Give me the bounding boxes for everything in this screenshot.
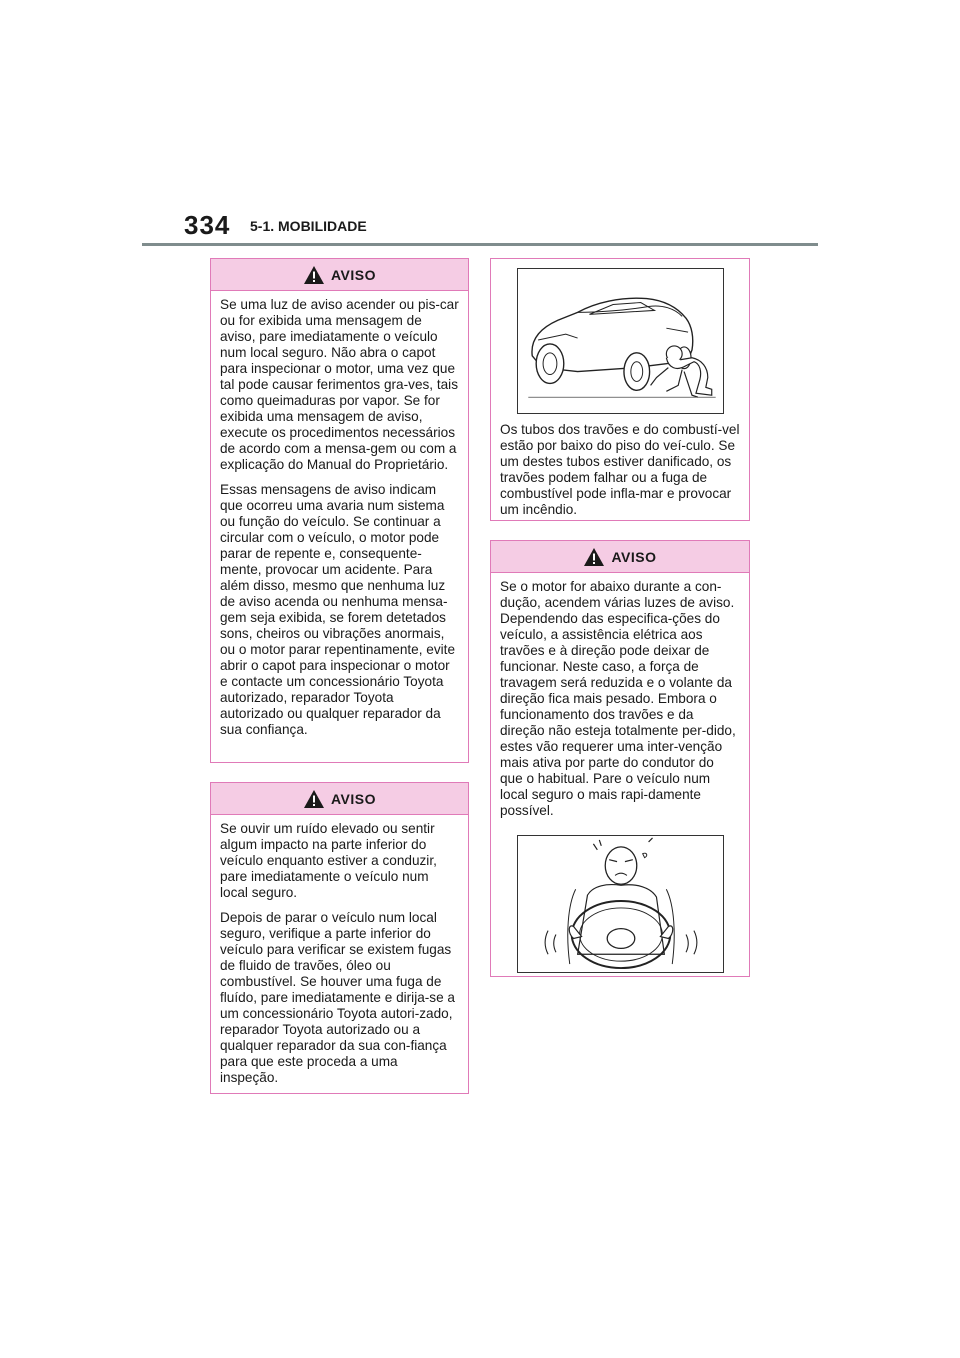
warning-box-dashboard-lights — [210, 258, 469, 763]
section-title: 5-1. MOBILIDADE — [250, 218, 367, 234]
warning-box-header — [211, 259, 468, 291]
warning-box-header — [491, 541, 749, 573]
car-inspection-image — [518, 269, 723, 413]
warning-box-brake-fuel-lines — [490, 258, 750, 521]
warning-box-header — [211, 783, 468, 815]
warning-paragraph: Essas mensagens de aviso indicam que ocorreu uma avaria num sistema ou função do veículo. Se continuar a circular com o veículo, o motor pode parar de repente e, consequente-mente, provocar um acidente. Para além disso, mesmo que nenhuma luz de aviso acenda ou nenhuma mensa-gem seja exibida, se forem detetados sons, cheiros ou vibrações anormais, ou o motor parar repentinamente, evite abrir o capot para inspecionar o motor e contacte um concessionário Toyota autorizado, reparador Toyota autorizado ou qualquer reparador da sua confiança. — [220, 482, 456, 737]
page-number: 334 — [184, 210, 231, 240]
warning-paragraph: Os tubos dos travões e do combustí-vel estão por baixo do piso do veí-culo. Se um destes tubos estiver danificado, os travões podem falhar ou a fuga de combustível pode infla-mar e provocar um incêndio. — [500, 422, 740, 517]
warning-paragraph: Se ouvir um ruído elevado ou sentir algum impacto na parte inferior do veículo enquanto estiver a conduzir, pare imediatamente o veículo num local seguro. — [220, 821, 437, 900]
header-rule — [142, 243, 818, 246]
warning-triangle-icon — [303, 789, 325, 809]
warning-triangle-icon — [303, 265, 325, 285]
car-underbody-inspection-illustration — [517, 268, 724, 414]
warning-paragraph: Se uma luz de aviso acender ou pis-car ou for exibida uma mensagem de aviso, pare imediatamente o veículo num local seguro. Não abra o capot para inspecionar o motor, uma vez que tal pode causar ferimentos gra-ves, tais como queimaduras por vapor. Se for exibida uma mensagem de aviso, execute os procedimentos necessários de acordo com a mensa-gem ou com a explicação do Manual do Proprietário. — [220, 297, 459, 472]
warning-label: AVISO — [330, 266, 377, 283]
warning-label: AVISO — [611, 548, 657, 565]
warning-triangle-icon — [583, 547, 605, 567]
driver-heavy-steering-illustration — [517, 835, 724, 973]
warning-label: AVISO — [330, 790, 377, 807]
warning-box-underbody-impact — [210, 782, 469, 1094]
warning-paragraph: Depois de parar o veículo num local seguro, verifique a parte inferior do veículo para verificar se existem fugas de fluido de travões, óleo ou combustível. Se houver uma fuga de fluído, pare imediatamente e dirija-se a um concessionário Toyota autori-zado, reparador Toyota autorizado ou a qualquer reparador da sua con-fiança para que este proceda a uma inspeção. — [220, 910, 455, 1085]
driver-steering-image — [518, 836, 723, 972]
warning-box-engine-stall — [490, 540, 750, 977]
warning-paragraph: Se o motor for abaixo durante a con-dução, acendem várias luzes de aviso. Dependendo das especifica-ções do veículo, a assistência elétrica aos travões e à direção pode deixar de funcionar. Neste caso, a força de travagem será reduzida e o volante da direção fica mais pesado. Embora o funcionamento dos travões e da direção não esteja totalmente per-dido, estes vão requerer uma inter-venção mais ativa por parte do condutor do que o habitual. Pare o veículo num local seguro o mais rapi-damente possível. — [500, 579, 736, 818]
